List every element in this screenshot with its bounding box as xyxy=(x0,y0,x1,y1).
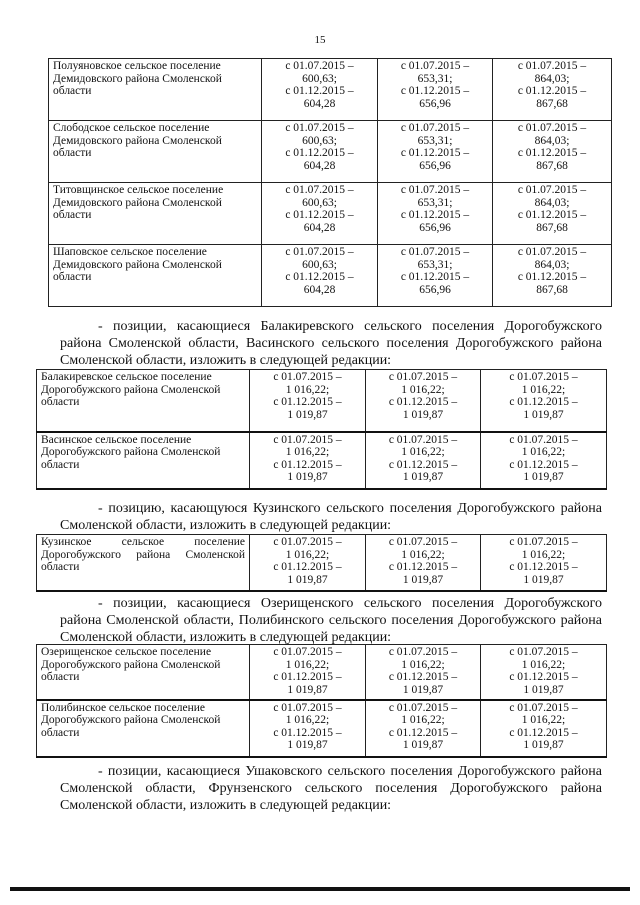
amendment-paragraph: - позиции, касающиеся Ушаковского сельского поселения Дорогобужского района Смоленской области, Фрунзенского сельского поселения Дорогобужского района Смоленской области, изложить в следующей редакции: xyxy=(60,764,602,813)
settlement-name: Балакиревское сельское поселение Дорогобужского района Смоленской области xyxy=(37,370,250,432)
rate-cell: с 01.07.2015 – 1 016,22; с 01.12.2015 – 1 019,87 xyxy=(250,432,366,489)
settlement-name: Полибинское сельское поселение Дорогобужского района Смоленской области xyxy=(37,700,250,757)
table-row xyxy=(49,245,612,307)
settlement-name: Васинское сельское поселение Дорогобужского района Смоленской области xyxy=(37,432,250,489)
table-row xyxy=(37,370,607,432)
rate-cell: с 01.07.2015 – 1 016,22; с 01.12.2015 – 1 019,87 xyxy=(250,370,366,432)
tariff-table-kuzino xyxy=(36,534,607,592)
rate-cell: с 01.07.2015 – 1 016,22; с 01.12.2015 – 1 019,87 xyxy=(481,370,607,432)
rate-cell: с 01.07.2015 – 1 016,22; с 01.12.2015 – 1 019,87 xyxy=(250,700,366,757)
amendment-paragraph: - позиции, касающиеся Балакиревского сельского поселения Дорогобужского района Смоленской области, Васинского сельского поселения Дорогобужского района Смоленской области, изложить в следующей редакции: xyxy=(60,319,602,368)
settlement-name: Кузинское сельское поселение Дорогобужского района Смоленской области xyxy=(37,535,250,591)
table-row xyxy=(37,700,607,757)
rate-cell: с 01.07.2015 – 864,03; с 01.12.2015 – 867,68 xyxy=(493,59,612,121)
table-row xyxy=(49,59,612,121)
amendment-paragraph: - позицию, касающуюся Кузинского сельского поселения Дорогобужского района Смоленской области, изложить в следующей редакции: xyxy=(60,501,602,533)
rate-cell: с 01.07.2015 – 864,03; с 01.12.2015 – 867,68 xyxy=(493,121,612,183)
page-bottom-rule xyxy=(10,887,630,891)
table-row xyxy=(37,535,607,591)
rate-cell: с 01.07.2015 – 1 016,22; с 01.12.2015 – 1 019,87 xyxy=(366,535,481,591)
tariff-table-demidovsky xyxy=(48,58,612,307)
amendment-paragraph: - позиции, касающиеся Озерищенского сельского поселения Дорогобужского района Смоленской области, Полибинского сельского поселения Дорогобужского района Смоленской области, изложить в следующей редакции: xyxy=(60,596,602,645)
settlement-name: Слободское сельское поселение Демидовского района Смоленской области xyxy=(49,121,262,183)
rate-cell: с 01.07.2015 – 1 016,22; с 01.12.2015 – 1 019,87 xyxy=(481,535,607,591)
rate-cell: с 01.07.2015 – 1 016,22; с 01.12.2015 – 1 019,87 xyxy=(366,370,481,432)
rate-cell: с 01.07.2015 – 1 016,22; с 01.12.2015 – 1 019,87 xyxy=(366,700,481,757)
rate-cell: с 01.07.2015 – 1 016,22; с 01.12.2015 – 1 019,87 xyxy=(366,432,481,489)
page-number: 15 xyxy=(314,34,326,46)
settlement-name: Полуяновское сельское поселение Демидовского района Смоленской области xyxy=(49,59,262,121)
rate-cell: с 01.07.2015 – 864,03; с 01.12.2015 – 867,68 xyxy=(493,245,612,307)
tariff-table-dorogobuzh-1 xyxy=(36,369,607,490)
rate-cell: с 01.07.2015 – 1 016,22; с 01.12.2015 – 1 019,87 xyxy=(481,700,607,757)
table-row xyxy=(49,121,612,183)
settlement-name: Шаповское сельское поселение Демидовского района Смоленской области xyxy=(49,245,262,307)
rate-cell: с 01.07.2015 – 1 016,22; с 01.12.2015 – 1 019,87 xyxy=(250,535,366,591)
rate-cell: с 01.07.2015 – 600,63; с 01.12.2015 – 604,28 xyxy=(262,121,378,183)
rate-cell: с 01.07.2015 – 600,63; с 01.12.2015 – 604,28 xyxy=(262,183,378,245)
table-row xyxy=(37,645,607,700)
rate-cell: с 01.07.2015 – 864,03; с 01.12.2015 – 867,68 xyxy=(493,183,612,245)
table-row xyxy=(49,183,612,245)
tariff-table-dorogobuzh-2 xyxy=(36,644,607,758)
rate-cell: с 01.07.2015 – 1 016,22; с 01.12.2015 – 1 019,87 xyxy=(366,645,481,700)
rate-cell: с 01.07.2015 – 1 016,22; с 01.12.2015 – 1 019,87 xyxy=(481,432,607,489)
rate-cell: с 01.07.2015 – 653,31; с 01.12.2015 – 656,96 xyxy=(378,245,493,307)
settlement-name: Озерищенское сельское поселение Дорогобужского района Смоленской области xyxy=(37,645,250,700)
table-row xyxy=(37,432,607,489)
rate-cell: с 01.07.2015 – 653,31; с 01.12.2015 – 656,96 xyxy=(378,183,493,245)
rate-cell: с 01.07.2015 – 653,31; с 01.12.2015 – 656,96 xyxy=(378,59,493,121)
rate-cell: с 01.07.2015 – 653,31; с 01.12.2015 – 656,96 xyxy=(378,121,493,183)
rate-cell: с 01.07.2015 – 1 016,22; с 01.12.2015 – 1 019,87 xyxy=(250,645,366,700)
rate-cell: с 01.07.2015 – 600,63; с 01.12.2015 – 604,28 xyxy=(262,59,378,121)
rate-cell: с 01.07.2015 – 1 016,22; с 01.12.2015 – 1 019,87 xyxy=(481,645,607,700)
rate-cell: с 01.07.2015 – 600,63; с 01.12.2015 – 604,28 xyxy=(262,245,378,307)
settlement-name: Титовщинское сельское поселение Демидовского района Смоленской области xyxy=(49,183,262,245)
